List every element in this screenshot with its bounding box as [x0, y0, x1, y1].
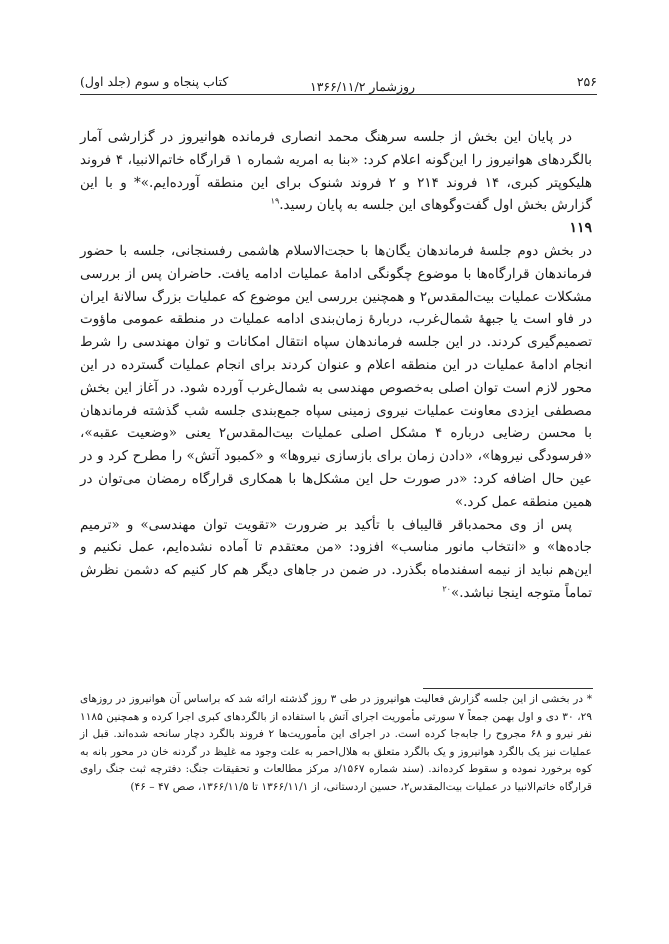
paragraph-3: [80, 514, 592, 605]
running-header: [80, 74, 597, 96]
paragraph-3-text: پس از وی محمدباقر قالیباف با تأکید بر ضرورت «تقویت توان مهندسی» و «ترمیم جاده‌ها» و «انتخاب مانور مناسب» افزود: «من معتقدم تا آماده نشده‌ایم، عمل نکنیم و این‌هم نباید از نیمه اسفندماه بگذرد. در ضمن در جاهای دیگر هم کار کنیم که دشمن نظرش تماماً متوجه اینجا نباشد.»: [80, 516, 592, 601]
page-number: ۲۵۶: [576, 74, 597, 89]
footnote-rule: [423, 688, 593, 689]
book-title: کتاب پنجاه و سوم (جلد اول): [80, 74, 229, 89]
header-rule: [80, 94, 597, 95]
section-number: ۱۱۹: [569, 220, 592, 237]
footnote-text: * در بخشی از این جلسه گزارش فعالیت هوانیروز در طی ۳ روز گذشته ارائه شد که براساس آن هوانیروز در روزهای ۲۹، ۳۰ دی و اول بهمن جمعاً ۷ سورتی مأموریت اجرای آتش با استفاده از بالگردهای کبری اجرا کرده و همچنین ۱۱۸۵ نفر نیرو و ۶۸ مجروح را جابه‌جا کرده است. در اجرای این مأموریت‌ها ۲ فروند بالگرد دچار سانحه شده‌اند. قبل از عملیات نیز یک بالگرد هوانیروز و یک بالگرد متعلق به هلال‌احمر به علت وجود مه غلیظ در گردنه خان در محور بانه به کوه برخورد نموده و سقوط کرده‌اند. (سند شماره ۱۵۶۷/د مرکز مطالعات و تحقیقات جنگ: دفترچه ثبت جنگ راوی قرارگاه خاتم‌الانبیا در عملیات بیت‌المقدس۲، حسین اردستانی، از ۱۳۶۶/۱۱/۱ تا ۱۳۶۶/۱۱/۵، صص ۴۷ – ۴۶): [80, 693, 593, 793]
header-date: روزشمار ۱۳۶۶/۱۱/۲: [310, 79, 416, 94]
paragraph-1: [80, 126, 592, 217]
main-text: [80, 126, 592, 605]
endnote-ref-19: ۱۹: [270, 196, 280, 206]
footnote: [80, 691, 592, 797]
endnote-ref-20: ۲۰: [442, 584, 451, 594]
paragraph-1-text: در پایان این بخش از جلسه سرهنگ محمد انصاری فرمانده هوانیروز در گزارشی آمار بالگردهای هوانیروز را این‌گونه اعلام کرد: «بنا به امریه شماره ۱ قرارگاه خاتم‌الانبیا، ۴ فروند هلیکوپتر کبری، ۱۴ فروند ۲۱۴ و ۲ فروند شنوک برای این منطقه آورده‌ایم.»* و با این گزارش بخش اول گفت‌وگوهای این جلسه به پایان رسید.: [80, 129, 593, 214]
paragraph-2: در بخش دوم جلسهٔ فرماندهان یگان‌ها با حجت‌الاسلام هاشمی رفسنجانی، جلسه با حضور فرماندهان قرارگاه‌ها با موضوع چگونگی ادامهٔ عملیات ادامه یافت. حاضران پس از بررسی مشکلات عملیات بیت‌المقدس۲ و همچنین بررسی این موضوع که عملیات بزرگ سالانهٔ ایران در فاو است یا جبههٔ شمال‌غرب، دربارهٔ زمان‌بندی ادامه عملیات در منطقه عمومی ماؤوت تصمیم‌گیری کردند. در این جلسه فرماندهان سپاه انتقال امکانات و توان مهندسی را شرط انجام ادامهٔ عملیات در این منطقه اعلام و عنوان کردند برای انجام عملیات گسترده در این محور لازم است توان اصلی به‌خصوص مهندسی به شمال‌غرب آورده شود. در آغاز این بخش مصطفی ایزدی معاونت عملیات نیروی زمینی سپاه جمع‌بندی جلسه شب گذشته فرماندهان با محسن رضایی درباره ۴ مشکل اصلی عملیات بیت‌المقدس۲ یعنی «وضعیت عقبه»، «فرسودگی نیروها»، «دادن زمان برای بازسازی نیروها» و «کمبود آتش» را مطرح کرد و در عین حال اضافه کرد: «در صورت حل این مشکل‌ها با همکاری قرارگاه رمضان می‌توان در همین منطقه عمل کرد.»: [80, 242, 592, 510]
